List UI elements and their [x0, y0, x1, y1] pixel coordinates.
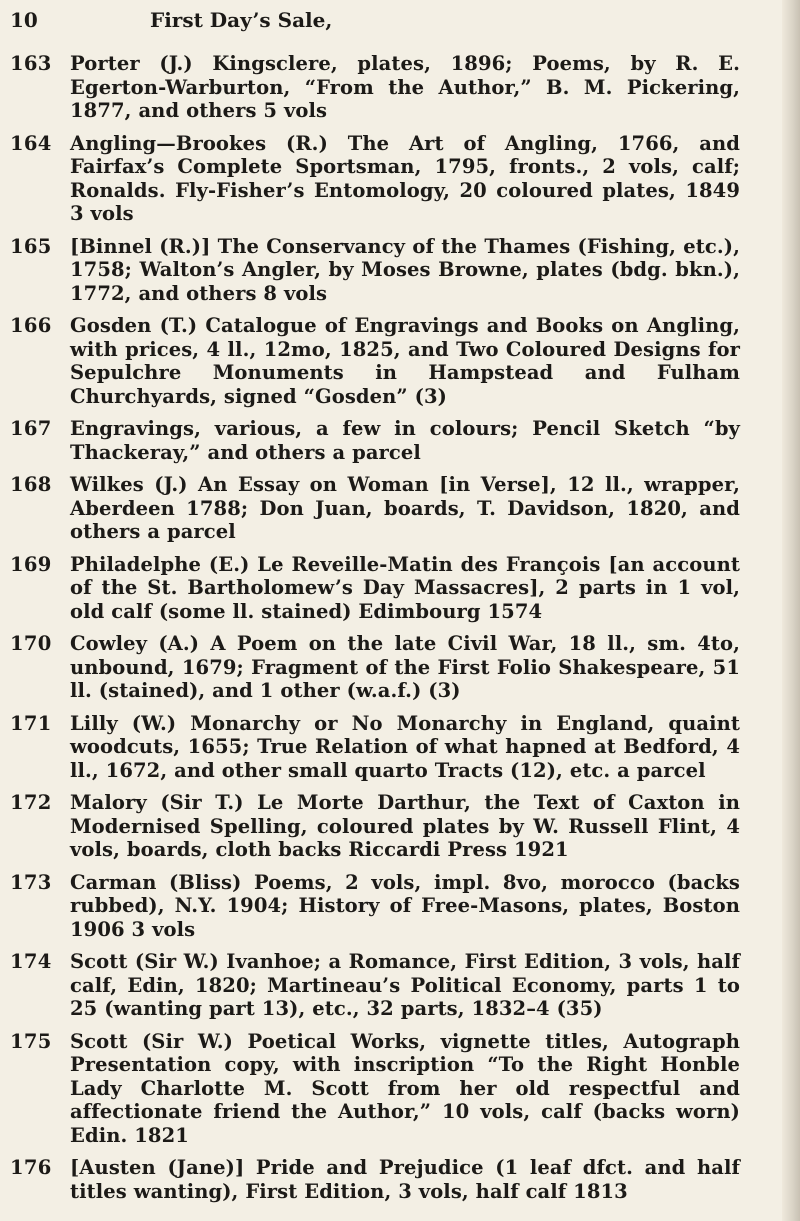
lot-number: 175 [10, 1029, 52, 1053]
lot-number: 166 [10, 314, 52, 337]
lot-list [10, 52, 740, 1212]
lot-description: Scott (Sir W.) Ivanhoe; a Romance, First Edition, 3 vols, half calf, Edin, 1820; Martineau’s Political Economy, parts 1 to 25 (wanting part 13), etc., 32 parts, 1832–4 (35) [70, 950, 740, 1020]
running-title: First Day’s Sale, [150, 8, 333, 32]
lot-description: Scott (Sir W.) Poetical Works, vignette titles, Autograph Presentation copy, with inscription “To the Right Honble Lady Charlotte M. Scott from her old respectful and affectionate friend the Author,” 10 vols, calf (backs worn) Edin. 1821 [70, 1029, 740, 1147]
lot-number: 168 [10, 473, 52, 496]
lot-description: Gosden (T.) Catalogue of Engravings and Books on Angling, with prices, 4 ll., 12mo, 1825, and Two Coloured Designs for Sepulchre Monuments in Hampstead and Fulham Churchyards, signed “Gosden” (3) [70, 314, 740, 408]
lot-number: 176 [10, 1156, 52, 1179]
lot-entry [10, 1156, 740, 1203]
lot-description: Wilkes (J.) An Essay on Woman [in Verse], 12 ll., wrapper, Aberdeen 1788; Don Juan, boards, T. Davidson, 1820, and others a parcel [70, 473, 740, 543]
lot-entry [10, 712, 740, 783]
lot-number: 173 [10, 870, 52, 894]
lot-description: [Austen (Jane)] Pride and Prejudice (1 leaf dfct. and half titles wanting), First Edition, 3 vols, half calf 1813 [70, 1156, 740, 1203]
lot-entry [10, 473, 740, 544]
lot-entry [10, 235, 740, 306]
lot-number: 170 [10, 632, 52, 655]
lot-entry [10, 632, 740, 703]
lot-entry [10, 417, 740, 464]
page-edge-shadow [782, 0, 800, 1221]
lot-description: Angling—Brookes (R.) The Art of Angling, 1766, and Fairfax’s Complete Sportsman, 1795, fronts., 2 vols, calf; Ronalds. Fly-Fisher’s Entomology, 20 coloured plates, 1849 3 vols [70, 131, 740, 225]
lot-number: 163 [10, 52, 52, 75]
lot-number: 164 [10, 131, 52, 155]
lot-entry [10, 871, 740, 942]
lot-entry [10, 132, 740, 226]
lot-number: 171 [10, 711, 52, 735]
lot-description: Porter (J.) Kingsclere, plates, 1896; Poems, by R. E. Egerton-Warburton, “From the Author,” B. M. Pickering, 1877, and others 5 vols [70, 52, 740, 122]
lot-entry [10, 314, 740, 408]
lot-entry [10, 553, 740, 624]
lot-entry [10, 52, 740, 123]
page-number: 10 [10, 8, 38, 32]
lot-description: Philadelphe (E.) Le Reveille-Matin des François [an account of the St. Bartholomew’s Day Massacres], 2 parts in 1 vol, old calf (some ll. stained) Edimbourg 1574 [70, 552, 740, 623]
lot-description: [Binnel (R.)] The Conservancy of the Thames (Fishing, etc.), 1758; Walton’s Angler, by Moses Browne, plates (bdg. bkn.), 1772, and others 8 vols [70, 234, 740, 305]
lot-description: Cowley (A.) A Poem on the late Civil War, 18 ll., sm. 4to, unbound, 1679; Fragment of the First Folio Shakespeare, 51 ll. (stained), and 1 other (w.a.f.) (3) [70, 632, 740, 702]
lot-description: Malory (Sir T.) Le Morte Darthur, the Text of Caxton in Modernised Spelling, coloured plates by W. Russell Flint, 4 vols, boards, cloth backs Riccardi Press 1921 [70, 791, 740, 861]
lot-number: 165 [10, 234, 52, 258]
lot-entry [10, 791, 740, 862]
lot-number: 174 [10, 950, 52, 973]
lot-description: Engravings, various, a few in colours; Pencil Sketch “by Thackeray,” and others a parcel [70, 417, 740, 464]
lot-number: 167 [10, 417, 52, 440]
lot-entry [10, 1030, 740, 1148]
page-header [10, 8, 750, 38]
lot-number: 169 [10, 552, 52, 576]
lot-description: Carman (Bliss) Poems, 2 vols, impl. 8vo, morocco (backs rubbed), N.Y. 1904; History of Free-Masons, plates, Boston 1906 3 vols [70, 870, 740, 941]
lot-entry [10, 950, 740, 1021]
lot-number: 172 [10, 791, 52, 814]
lot-description: Lilly (W.) Monarchy or No Monarchy in England, quaint woodcuts, 1655; True Relation of what hapned at Bedford, 4 ll., 1672, and other small quarto Tracts (12), etc. a parcel [70, 711, 740, 782]
